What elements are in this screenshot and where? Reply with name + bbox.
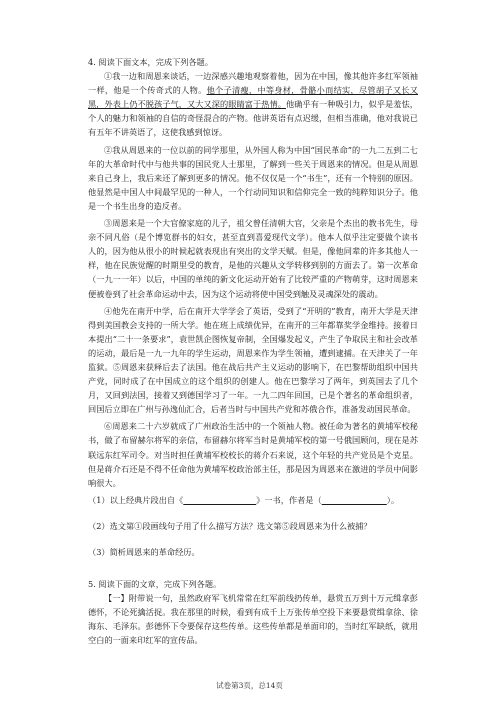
passage-paragraph-1	[88, 69, 418, 139]
q5-section-tag: 【一】	[104, 593, 129, 604]
sub-question-2: （2）选文第①段画线句子用了什么描写方法？选文第⑤段周恩来为什么被捕？	[88, 520, 372, 531]
sub-question-1-suffix: ）。	[386, 494, 400, 505]
sub-question-1	[88, 493, 418, 507]
paragraph-1-rest: 他确乎有一种吸引力，似乎是羞怯，个人的魅力和领袖的自信的奇怪混合的产物。他讲英语有点迟缓，但相当准确，他对我说已有五年不讲英语了，这使我感到惊讶。	[88, 99, 418, 138]
passage-paragraph-3: ③周恩来是一个大官僚家庭的儿子，祖父曾任清朝大官，父亲是个杰出的教书先生，母亲不同凡俗（是个博览群书的妇女，甚至直到喜爱现代文学）。他本人似乎注定要做个读书人的，因为他从很小的时候起就表现出有突出的文学天赋。但是，像他同辈的许多其他人一样，他在民族觉醒的时期里受的教育，是他的兴趣从文学转移到别的方面去了。第一次革命（一九一一年）以后，中国的单纯的新文化运动开始有了比较严重的产物萌芽，这时周恩来便被卷到了社会革命运动中去，因为这个运动将使中国受到触及灵魂深处的震动。	[88, 218, 418, 299]
q5-paragraph-1-text: 附带说一句，虽然政府军飞机常常在红军前线扔传单，悬赏五万到十万元缉拿彭德怀，不论死擒活捉。我在那里的时候，看到有成千上万张传单空投下来要悬赏缉拿徐、徐海东、毛泽东。彭德怀下令要保存这些传单。这些传单都是单面印的，当时红军缺纸，就用空白的一面来印红军的宣传品。	[88, 593, 418, 646]
passage-paragraph-6: ⑥周恩来二十六岁就成了广州政治生活中的一个领袖人物。被任命为著名的黄埔军校秘书，做了布留赫尔将军的亲信，布留赫尔将军当时是黄埔军校的第一号俄国顾问，现在是苏联远东红军司令。对当时担任黄埔军校校长的蒋介石来说，这个年轻的共产党员是个克星。但是蒋介石还是不得不任命他为黄埔军校政治部主任，那是因为周恩来在激进的学员中间影响很大。	[88, 421, 418, 488]
author-blank[interactable]	[322, 493, 387, 507]
passage-paragraph-4: ④他先在南开中学，后在南开大学学会了英语，受到了“开明的”教育，南开大学是天津得到美国教会支持的一所大学。他在班上成绩优异，在南开的三年都靠奖学金维持。接着日本提出“二十一条要求”，袁世凯企图恢复帝制，全国爆发起义，产生了争取民主和社会改革的运动，最后是一九一九年的学生运动，周恩来作为学生领袖，遭到逮捕。在天津关了一年监狱。⑤周恩来获释后去了法国。他在战后共产主义运动的影响下，在巴黎帮助组织中国共产党，同时成了在中国成立的这个组织的创建人。他在巴黎学习了两年，到英国去了几个月，又回到法国，接着又到德国学习了一年。一九二四年回国，已是个著名的革命组织者，回国后立即在广州与孙逸仙汇合，后者当时与中国共产党和苏俄合作，准备发动国民革命。	[88, 305, 418, 415]
sub-question-1-prefix: （1）以上经典片段出自《	[88, 494, 184, 505]
book-title-blank[interactable]	[183, 493, 256, 507]
sub-question-3: （3）简析周恩来的革命经历。	[88, 547, 200, 557]
q5-paragraph-1	[88, 591, 418, 647]
passage-paragraph-2: ②我从周恩来的一位以前的同学那里，从外国人称为中国“国民革命”的一九二五到二七年的大革命时代中与他共事的国民党人士那里，了解到一些关于周恩来的情况。但是从周恩来自己身上，我后来还了解到更多的情况。他不仅仅是一个“书生”，还有一个特别的原因。他显然是中国人中间最罕见的一种人，一个行动同知识和信仰完全一致的纯粹知识分子。他是一个书生出身的造反者。	[88, 144, 418, 211]
question-5-heading: 5. 阅读下面的文章，完成下列各题。	[88, 579, 222, 590]
sub-question-1-middle: 》一书，作者是（	[256, 494, 322, 505]
question-4-heading: 4. 阅读下面文本，完成下列各题。	[88, 57, 214, 67]
page-footer: 试卷第3页，总14页	[216, 681, 283, 690]
paragraph-1-intro: ①我一边和周恩来谈话，一边深感兴趣地观察着他，因为在中国，像其他许多红军领袖一样，他是一个传奇式的人物。	[88, 71, 418, 96]
underlined-description-sentence: 他个子清瘦，中等身材，骨骼小而结实，尽管胡子又长又黑，外表上仍不脱孩子气，又大又深的眼睛富于热情。	[88, 85, 418, 110]
page-content	[88, 55, 418, 648]
